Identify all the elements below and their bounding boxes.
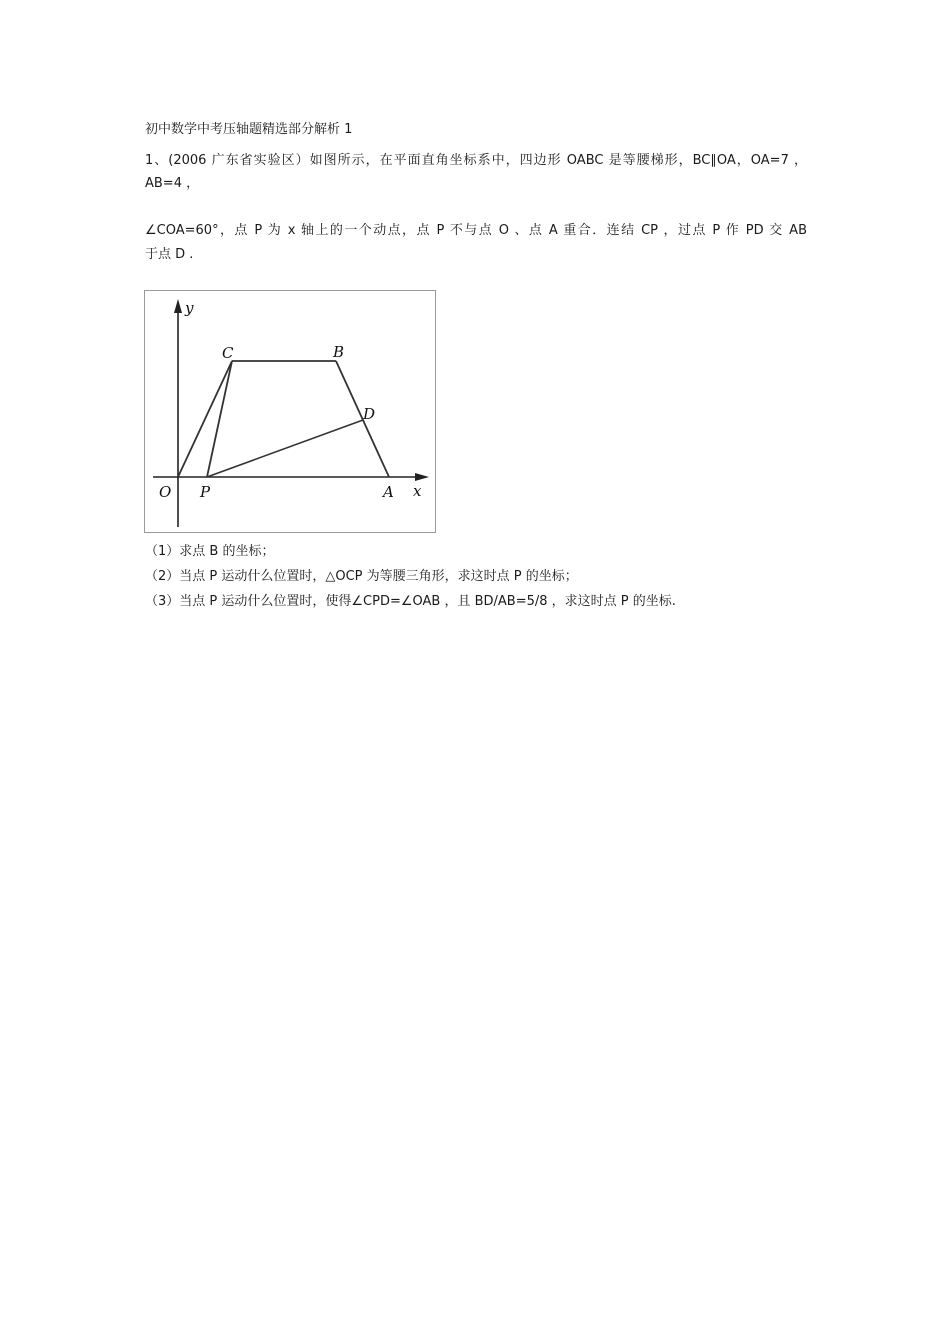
problem-line-2: AB=4 ， (145, 176, 200, 191)
point-b-label: B (333, 343, 345, 361)
document-title: 初中数学中考压轴题精选部分解析 1 (145, 122, 353, 137)
point-d-label: D (363, 405, 376, 423)
point-c-label: C (222, 344, 234, 362)
x-axis-arrow (415, 473, 429, 481)
segment-cp (207, 361, 232, 477)
segment-pd (207, 420, 363, 477)
problem-line-4: 于点 D . (145, 247, 194, 262)
geometry-figure (144, 290, 436, 533)
point-p-label: P (200, 483, 211, 501)
y-axis-label: y (185, 299, 194, 317)
x-axis-label: x (413, 482, 422, 500)
question-2: （2）当点 P 运动什么位置时，△OCP 为等腰三角形，求这时点 P 的坐标； (145, 569, 578, 584)
y-axis-arrow (174, 299, 182, 313)
question-1: （1）求点 B 的坐标； (145, 544, 275, 559)
point-o-label: O (159, 483, 172, 501)
trapezoid-diagram (145, 291, 437, 534)
problem-line-3: ∠COA=60°，点 P 为 x 轴上的一个动点，点 P 不与点 O 、点 A 重合．连结 CP ，过点 P 作 PD 交 AB (145, 223, 807, 238)
problem-line-1: 1、(2006 广东省实验区）如图所示，在平面直角坐标系中，四边形 OABC 是等腰梯形，BC∥OA，OA=7 ， (145, 153, 807, 168)
segment-oc (178, 361, 232, 477)
question-3: （3）当点 P 运动什么位置时，使得∠CPD=∠OAB ，且 BD/AB=5/8 ，求这时点 P 的坐标. (145, 594, 676, 609)
point-a-label: A (383, 483, 394, 501)
